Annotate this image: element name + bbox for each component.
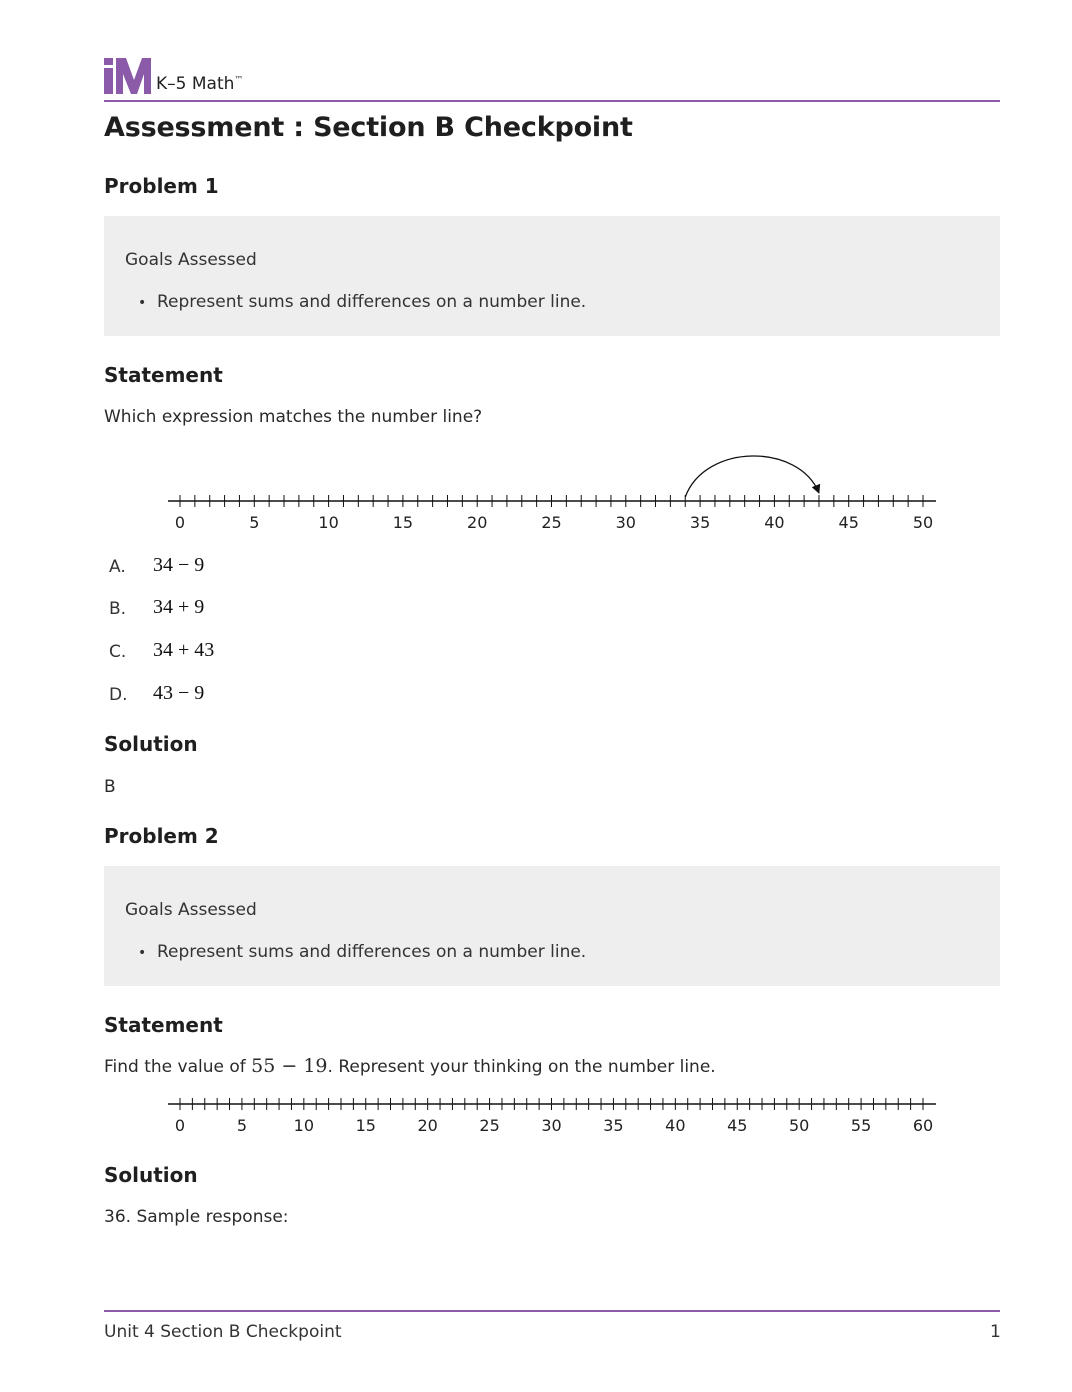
problem-1-statement-heading: Statement (104, 363, 223, 387)
header-rule (104, 100, 1000, 102)
number-line-2-tick-label: 35 (603, 1116, 624, 1135)
logo-text: K–5 Math™ (156, 74, 244, 94)
goal-item: • Represent sums and differences on a number line. (138, 292, 587, 312)
number-line-1-jump-arrow (685, 456, 819, 497)
logo (104, 54, 243, 94)
number-line-2-tick-label: 10 (293, 1116, 315, 1135)
bullet-icon: • (138, 295, 147, 311)
number-line-1-tick-label: 5 (249, 513, 260, 532)
goals-title: Goals Assessed (125, 250, 257, 270)
choice-a-expression: 34 − 9 (153, 554, 205, 576)
number-line-2-tick-label: 55 (850, 1116, 872, 1135)
number-line-2-tick-label: 20 (417, 1116, 438, 1135)
number-line-2-tick-label: 25 (479, 1116, 500, 1135)
number-line-1-tick-label: 50 (912, 513, 934, 532)
number-line-1-tick-label: 30 (615, 513, 636, 532)
number-line-2-tick-label: 15 (355, 1116, 376, 1135)
number-line-2-tick-label: 30 (541, 1116, 562, 1135)
problem-1-goals-box (104, 216, 1000, 336)
number-line-1 (160, 450, 950, 540)
goal-item: • Represent sums and differences on a number line. (138, 942, 587, 962)
problem-2-statement-heading: Statement (104, 1013, 223, 1037)
number-line-1-tick-label: 20 (467, 513, 488, 532)
statement-math: 55 − 19 (251, 1055, 328, 1077)
page-number: 1 (990, 1322, 1001, 1342)
goals-title: Goals Assessed (125, 900, 257, 920)
problem-2-goals-box (104, 866, 1000, 986)
problem-1-heading: Problem 1 (104, 174, 219, 198)
problem-2-statement: Find the value of 55 − 19. Represent your thinking on the number line. (104, 1055, 716, 1077)
number-line-2 (160, 1090, 950, 1140)
number-line-2-tick-label: 0 (174, 1116, 186, 1135)
number-line-1-tick-label: 10 (318, 513, 339, 532)
choice-d-expression: 43 − 9 (153, 682, 205, 704)
choice-a-letter: A. (109, 557, 126, 577)
number-line-2-tick-label: 50 (788, 1116, 810, 1135)
number-line-1-tick-label: 0 (174, 513, 186, 532)
number-line-2-tick-label: 5 (236, 1116, 248, 1135)
problem-2-solution: 36. Sample response: (104, 1207, 289, 1227)
im-logo-icon (104, 56, 152, 94)
choice-c-expression: 34 + 43 (153, 639, 215, 661)
problem-1-solution: B (104, 777, 116, 797)
problem-2-heading: Problem 2 (104, 824, 219, 848)
choice-b-expression: 34 + 9 (153, 596, 205, 618)
number-line-2-tick-label: 45 (727, 1116, 748, 1135)
number-line-1-tick-label: 40 (764, 513, 785, 532)
problem-2-solution-heading: Solution (104, 1163, 198, 1187)
footer-rule (104, 1310, 1000, 1312)
problem-1-statement: Which expression matches the number line? (104, 407, 483, 427)
choice-c-letter: C. (109, 642, 127, 662)
bullet-icon: • (138, 945, 147, 961)
number-line-1-tick-label: 15 (392, 513, 414, 532)
number-line-2-tick-label: 60 (912, 1116, 934, 1135)
number-line-2-tick-label: 40 (665, 1116, 686, 1135)
problem-1-solution-heading: Solution (104, 732, 198, 756)
choice-b-letter: B. (109, 599, 127, 619)
page-title: Assessment : Section B Checkpoint (104, 112, 633, 143)
footer-title: Unit 4 Section B Checkpoint (104, 1322, 342, 1342)
number-line-1-tick-label: 35 (689, 513, 711, 532)
number-line-1-tick-label: 45 (838, 513, 859, 532)
number-line-1-tick-label: 25 (541, 513, 562, 532)
choice-d-letter: D. (109, 685, 128, 705)
